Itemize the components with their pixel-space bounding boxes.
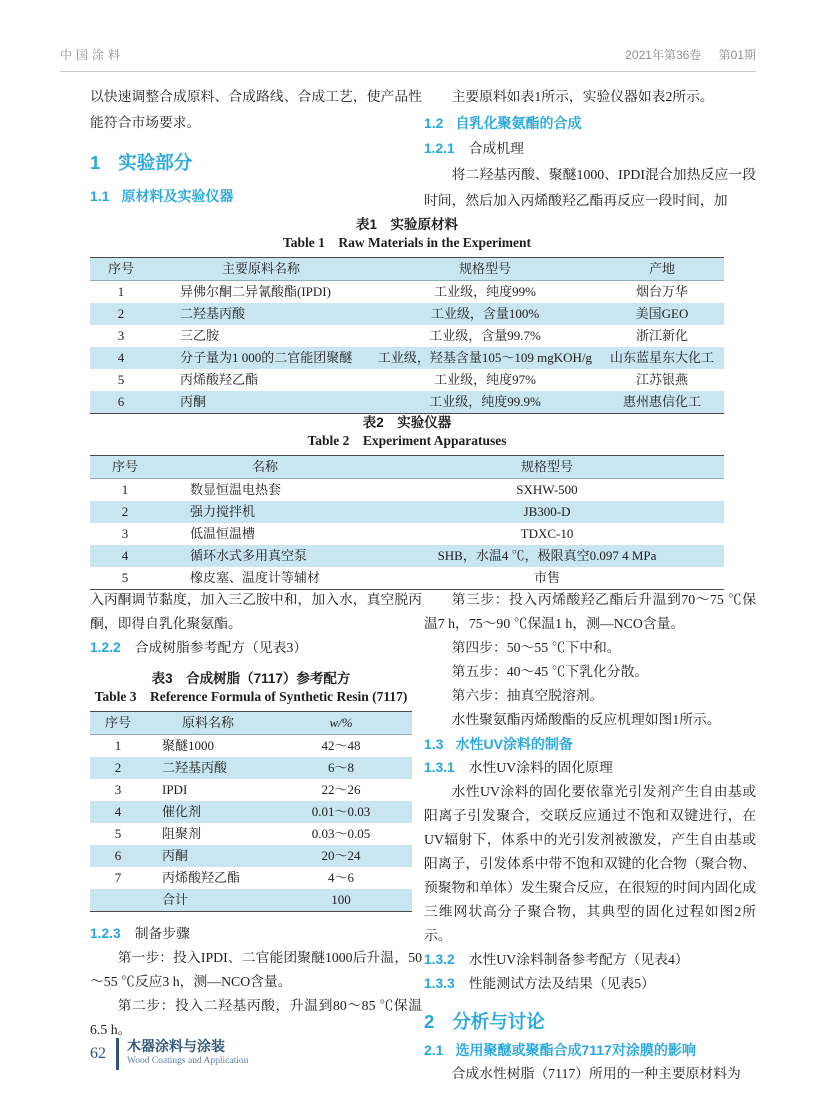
table-cell: 20～24 [321, 848, 361, 863]
issue-info [611, 46, 756, 63]
table-cell: 4 [114, 804, 122, 819]
footer-titles [127, 1038, 248, 1068]
table2-caption-zh: 表2 实验仪器 [362, 415, 452, 430]
section-title: 实验部分 [118, 152, 193, 173]
table-cell: 5 [117, 372, 125, 387]
section-heading-2 [424, 1008, 756, 1036]
table-cell: 浙江新化 [635, 328, 688, 343]
table-row [90, 369, 724, 391]
table1-caption-en: Table 1 Raw Materials in the Experiment [282, 235, 532, 250]
table-cell: 42～48 [321, 738, 361, 753]
table-cell: 6 [117, 394, 125, 409]
table2-caption-en: Table 2 Experiment Apparatuses [307, 433, 507, 448]
table3 [90, 711, 412, 912]
table-header-cell: w/% [329, 715, 353, 730]
table3-caption-en: Table 3 Reference Formula of Synthetic Resin (7117) [94, 689, 408, 704]
journal-name: 中国涂料 [60, 48, 125, 62]
issue-label: 第01期 [718, 48, 756, 62]
table-cell: JB300-D [523, 504, 571, 519]
footer-title-en: Wood Coatings and Application [127, 1056, 249, 1066]
table-cell: 2 [121, 504, 129, 519]
right-column-top [424, 84, 756, 214]
table-cell: 2 [114, 760, 122, 775]
table-cell: 烟台万华 [635, 284, 688, 299]
paragraph: 水性聚氨酯丙烯酸酯的反应机理如图1所示。 [451, 712, 721, 727]
table-cell: 丙酮 [162, 848, 189, 863]
table-cell: 低温恒温槽 [190, 526, 256, 541]
table-cell: 5 [114, 826, 122, 841]
table-cell: 1 [121, 482, 129, 497]
table-row [90, 845, 412, 867]
table-cell: 橡皮塞、温度计等辅材 [190, 570, 321, 585]
table-row [90, 889, 412, 912]
table-cell: 4 [121, 548, 129, 563]
section-title: 合成树脂参考配方（见表3） [134, 640, 308, 655]
table-cell: 22～26 [321, 782, 361, 797]
table-row [90, 545, 724, 567]
section-number: 1.2.1 [424, 141, 455, 156]
table-cell: SHB，水温4 ℃，极限真空0.097 4 MPa [437, 548, 657, 563]
table-header-cell: 规格型号 [458, 261, 511, 276]
table-cell: 阻聚剂 [162, 826, 202, 841]
section-number: 1.2.2 [90, 640, 121, 655]
table1 [90, 257, 724, 414]
table-cell: 惠州惠信化工 [622, 394, 701, 409]
section-heading-1-3-2 [424, 948, 756, 972]
table-cell: 工业级，羟基含量105～109 mgKOH/g [377, 350, 593, 365]
table-cell: 丙酮 [180, 394, 207, 409]
table-row [90, 303, 724, 325]
table-cell: SXHW-500 [516, 482, 578, 497]
table-row [90, 479, 724, 502]
table-cell: 6 [114, 848, 122, 863]
section-heading-1-3 [424, 732, 756, 756]
section-title: 水性UV涂料制备参考配方（见表4） [468, 952, 689, 967]
page-number: 62 [90, 1045, 106, 1062]
table-header-row [90, 258, 724, 281]
table-row [90, 735, 412, 758]
paragraph: 第二步：投入二羟基丙酸，升温到80～85 ℃保温6.5 h。 [90, 998, 422, 1037]
table-cell: 合计 [162, 892, 189, 907]
table-cell: 工业级，纯度99.9% [429, 394, 541, 409]
page-footer [90, 1038, 248, 1070]
table3-block [90, 670, 412, 912]
table-cell: 100 [331, 892, 351, 907]
paragraph: 合成水性树脂（7117）所用的一种主要原材料为 [451, 1066, 741, 1081]
section-title: 水性UV涂料的制备 [455, 736, 573, 752]
paragraph: 第六步：抽真空脱溶剂。 [451, 688, 604, 703]
section-title: 选用聚醚或聚酯合成7117对涂膜的影响 [455, 1042, 696, 1058]
table-header-cell: 主要原料名称 [221, 261, 300, 276]
table-cell: 市售 [533, 570, 560, 585]
section-title: 分析与讨论 [452, 1011, 545, 1032]
table-cell: 丙烯酸羟乙酯 [180, 372, 259, 387]
table-cell: 0.03～0.05 [311, 826, 371, 841]
table-header-cell: 序号 [111, 459, 138, 474]
section-heading-1-2-1 [424, 136, 756, 162]
section-title: 制备步骤 [134, 926, 190, 941]
section-number: 2.1 [424, 1042, 444, 1058]
table-cell: 5 [121, 570, 129, 585]
table-header-cell: 规格型号 [520, 459, 573, 474]
section-number: 1.3.3 [424, 976, 455, 991]
section-heading-1-2-2 [90, 636, 422, 660]
left-column-bottom [90, 588, 422, 1042]
table-header-row [90, 456, 724, 479]
right-column-bottom [424, 588, 756, 1086]
table-header-cell: 原料名称 [181, 715, 234, 730]
table3-caption-zh: 表3 合成树脂（7117）参考配方 [151, 671, 351, 686]
table-cell: 1 [117, 284, 125, 299]
section-title: 自乳化聚氨酯的合成 [455, 115, 582, 131]
section-heading-2-1 [424, 1038, 756, 1062]
paragraph: 第五步：40～45 ℃下乳化分散。 [451, 664, 649, 679]
table-cell: 工业级，纯度99% [434, 284, 536, 299]
table-cell: 催化剂 [162, 804, 202, 819]
paragraph: 第三步：投入丙烯酸羟乙酯后升温到70～75 ℃保温7 h，75～90 ℃保温1 h，测—NCO含量。 [424, 592, 756, 631]
table-cell: TDXC-10 [520, 526, 574, 541]
table-cell: 分子量为1 000的二官能团聚醚 [180, 350, 353, 365]
table-row [90, 801, 412, 823]
table-row [90, 501, 724, 523]
table-cell: 3 [117, 328, 125, 343]
table-row [90, 567, 724, 590]
table-cell: 丙烯酸羟乙酯 [162, 870, 241, 885]
table-cell: 强力搅拌机 [190, 504, 256, 519]
table-cell: 美国GEO [635, 306, 689, 321]
paragraph: 将二羟基丙酸、聚醚1000、IPDI混合加热反应一段时间，然后加入丙烯酸羟乙酯再反应一段时间，加 [424, 167, 756, 208]
table-cell: 二羟基丙酸 [180, 306, 246, 321]
table-row [90, 281, 724, 304]
section-number: 1 [90, 152, 101, 173]
table-cell: 循环水式多用真空泵 [190, 548, 308, 563]
section-heading-1-3-3 [424, 972, 756, 996]
paragraph: 以快速调整合成原料、合成路线、合成工艺，使产品性能符合市场要求。 [90, 89, 422, 130]
header-rule [60, 71, 756, 72]
table2-block [90, 414, 724, 590]
table-cell: 1 [114, 738, 122, 753]
section-number: 1.1 [90, 188, 110, 204]
section-title: 原材料及实验仪器 [121, 188, 234, 204]
table-row [90, 523, 724, 545]
table-cell: 0.01～0.03 [311, 804, 371, 819]
section-number: 1.2.3 [90, 926, 121, 941]
table-cell: 异佛尔酮二异氰酸酯(IPDI) [180, 284, 331, 299]
table-cell: 三乙胺 [180, 328, 220, 343]
section-number: 1.3.1 [424, 760, 455, 775]
section-title: 水性UV涂料的固化原理 [468, 760, 613, 775]
footer-title-zh: 木器涂料与涂装 [127, 1038, 225, 1054]
table-row [90, 779, 412, 801]
table-cell: 3 [114, 782, 122, 797]
table-cell: 6～8 [327, 760, 354, 775]
section-title: 性能测试方法及结果（见表5） [468, 976, 655, 991]
section-heading-1-1 [90, 183, 422, 209]
table-cell: 工业级，纯度97% [434, 372, 536, 387]
section-heading-1-2-3 [90, 922, 422, 946]
volume-label: 2021年第36卷 [625, 48, 702, 62]
paragraph: 入丙酮调节黏度，加入三乙胺中和，加入水，真空脱丙酮，即得自乳化聚氨酯。 [90, 592, 422, 631]
table-header-row [90, 712, 412, 735]
table-cell: 山东蓝星东大化工 [609, 350, 714, 365]
table-row [90, 867, 412, 889]
table-cell: 二羟基丙酸 [162, 760, 228, 775]
section-number: 1.2 [424, 115, 444, 131]
table-cell: 4 [117, 350, 125, 365]
table-header-cell: 产地 [648, 261, 675, 276]
table-row [90, 347, 724, 369]
paragraph: 第一步：投入IPDI、二官能团聚醚1000后升温，50～55 ℃反应3 h，测—NCO含量。 [90, 950, 422, 989]
section-title: 合成机理 [468, 141, 524, 156]
table-cell: 江苏银燕 [635, 372, 688, 387]
paragraph: 水性UV涂料的固化要依靠光引发剂产生自由基或阳离子引发聚合，交联反应通过不饱和双键进行，在UV辐射下，体系中的光引发剂被激发，产生自由基或阳离子，引发体系中带不饱和双键的化合物（聚合物、预聚物和单体）发生聚合反应，在很短的时间内固化成三维网状高分子聚合物，其典型的固化过程如图2所示。 [424, 784, 756, 943]
left-column-top [90, 84, 422, 209]
section-heading-1 [90, 149, 422, 177]
table-cell: 3 [121, 526, 129, 541]
section-number: 1.3.2 [424, 952, 455, 967]
footer-divider-bar [116, 1038, 119, 1070]
table-cell: 聚醚1000 [162, 738, 215, 753]
running-header [60, 46, 756, 63]
table1-block [90, 216, 724, 414]
table-header-cell: 序号 [107, 261, 134, 276]
table-row [90, 325, 724, 347]
section-heading-1-3-1 [424, 756, 756, 780]
table-cell: 2 [117, 306, 125, 321]
table-cell: IPDI [162, 782, 188, 797]
table-row [90, 391, 724, 414]
table-cell: 数显恒温电热套 [190, 482, 282, 497]
table-cell: 7 [114, 870, 122, 885]
section-heading-1-2 [424, 110, 756, 136]
table-header-cell: 序号 [104, 715, 131, 730]
paragraph: 第四步：50～55 ℃下中和。 [451, 640, 621, 655]
paragraph: 主要原料如表1所示，实验仪器如表2所示。 [451, 89, 714, 104]
table-cell [90, 889, 146, 912]
table-header-cell: 名称 [251, 459, 278, 474]
section-number: 2 [424, 1011, 435, 1032]
table-cell: 4～6 [327, 870, 354, 885]
table-row [90, 757, 412, 779]
table2 [90, 455, 724, 590]
section-number: 1.3 [424, 736, 444, 752]
table1-caption-zh: 表1 实验原材料 [355, 217, 458, 232]
table-cell: 工业级，含量99.7% [429, 328, 541, 343]
table-row [90, 823, 412, 845]
table-cell: 工业级，含量100% [430, 306, 540, 321]
